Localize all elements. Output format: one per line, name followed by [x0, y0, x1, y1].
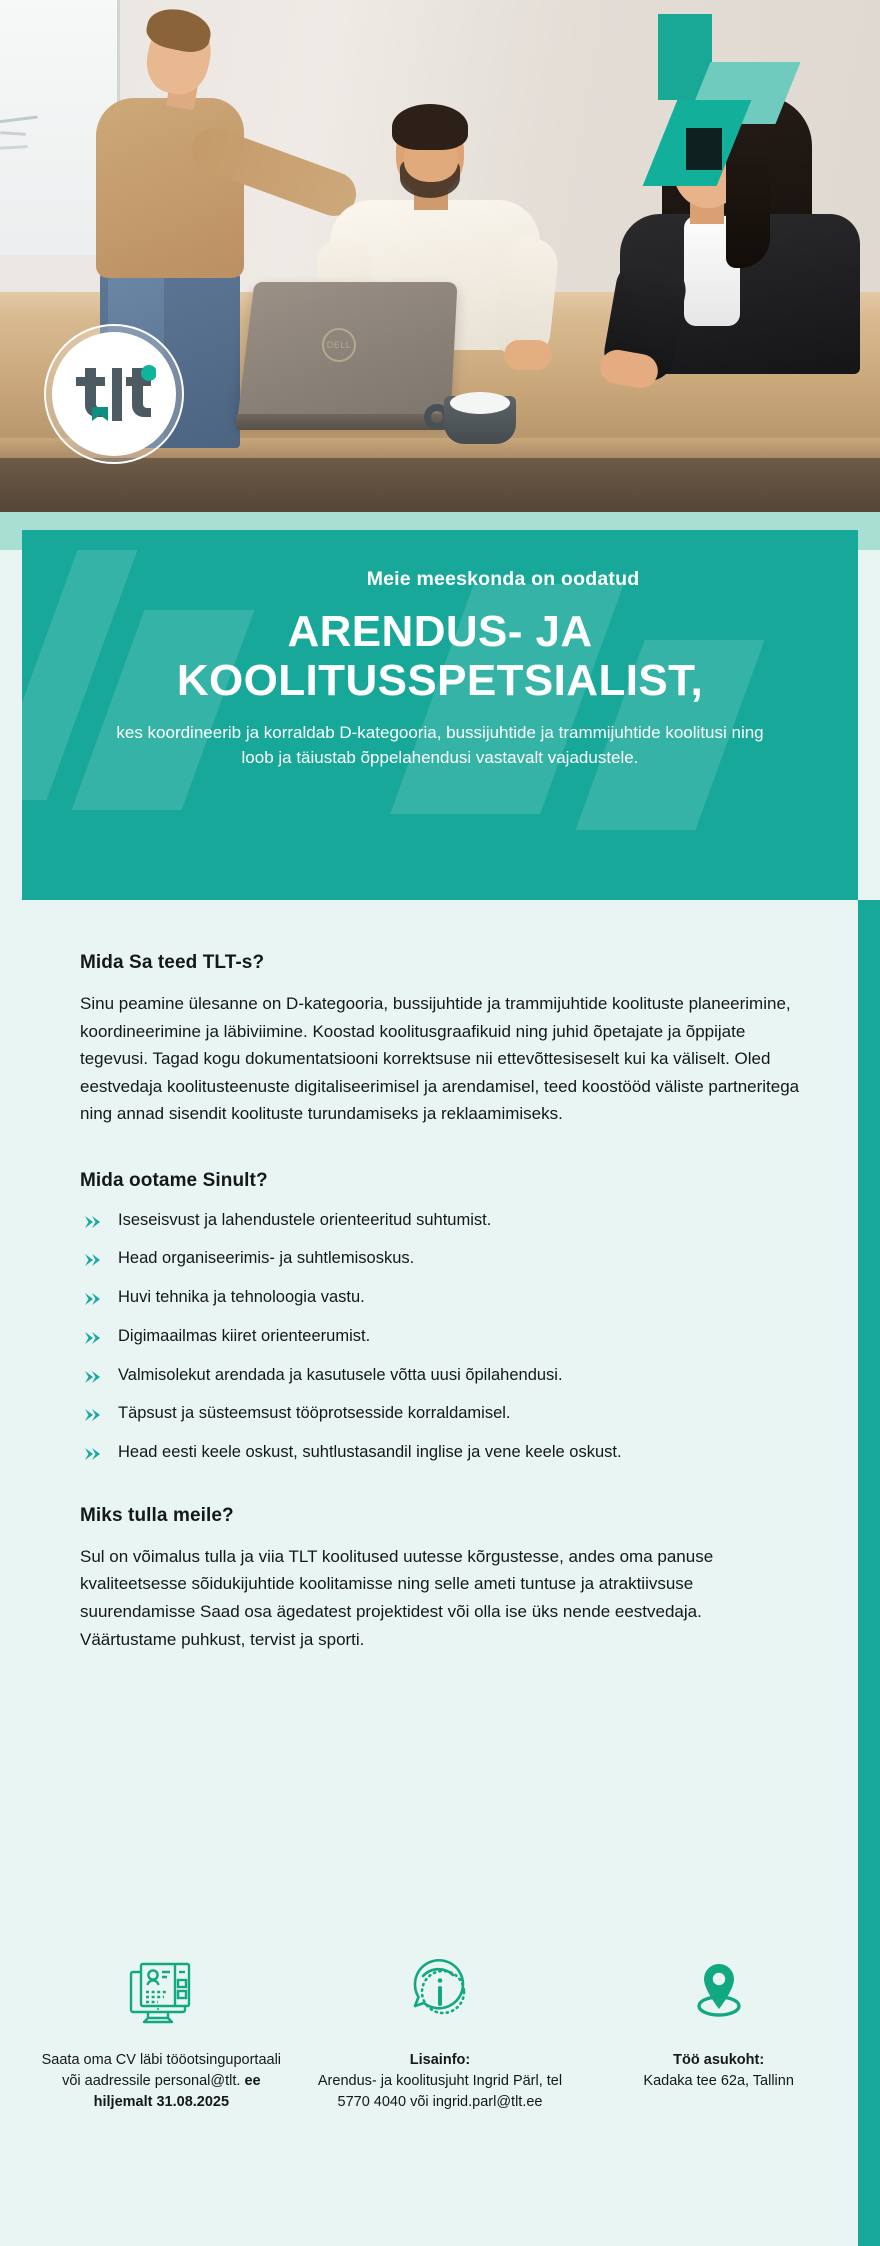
tlt-logo — [52, 332, 176, 456]
list-item — [84, 1401, 800, 1426]
contact-footer — [22, 1950, 858, 2113]
contact-info-body: Arendus- ja koolitusjuht Ingrid Pärl, tel 5770 4040 või ingrid.parl@tlt.ee — [317, 2073, 563, 2111]
banner-description: kes koordineerib ja korraldab D-kategooria, bussijuhtide ja trammijuhtide koolitusi ning loob ja täiustab õppelahendusi vastavalt vajadustele. — [116, 722, 764, 767]
list-item — [84, 1246, 800, 1271]
cv-monitor-icon — [36, 1950, 287, 2036]
contact-location-title: Töö asukoht: — [673, 2052, 765, 2068]
chevron-right-icon — [84, 1212, 102, 1226]
contact-location-body: Kadaka tee 62a, Tallinn — [643, 2073, 794, 2090]
job-title-banner — [22, 530, 858, 900]
list-item — [84, 1285, 800, 1310]
contact-apply — [22, 1950, 301, 2113]
requirements-list — [84, 1208, 800, 1465]
contact-apply-body: Saata oma CV läbi tööotsinguportaali või aadressile personal@tlt. — [41, 2052, 282, 2090]
section-paragraph-benefits: Sul on võimalus tulla ja viia TLT koolitused uutesse kõrgustesse, andes oma panuse kvaliteetsesse sõidukijuhtide koolitamisse ning selle ameti tuntuse ja atraktiivsuse suurendamisse Saad osa ägedatest projektidest või olla ise üks nende eestvedaja. Väärtustame puhkust, tervist ja sporti. — [80, 1546, 714, 1649]
chevron-right-icon — [84, 1405, 102, 1419]
chevron-right-icon — [84, 1289, 102, 1303]
tlt-logo-icon — [72, 363, 156, 425]
decorative-arrow-graphic — [668, 0, 808, 180]
banner-eyebrow: Meie meeskonda on oodatud — [366, 568, 640, 590]
list-item — [84, 1208, 800, 1233]
laptop-brand-logo: DELL — [322, 328, 356, 362]
chevron-right-icon — [84, 1367, 102, 1381]
chevron-right-icon — [84, 1250, 102, 1264]
info-bubble-icon — [315, 1950, 566, 2036]
list-item-label: Täpsust ja süsteemsust tööprotsesside korraldamisel. — [118, 1404, 511, 1423]
list-item — [84, 1324, 800, 1349]
contact-info-title: Lisainfo: — [409, 2052, 471, 2068]
location-pin-icon — [593, 1950, 844, 2036]
list-item-label: Digimaailmas kiiret orienteerumist. — [118, 1326, 371, 1345]
contact-info-text — [315, 2050, 566, 2113]
list-item-label: Head eesti keele oskust, suhtlustasandil inglise ja vene keele oskust. — [118, 1443, 622, 1462]
contact-info — [301, 1950, 580, 2113]
contact-apply-text — [36, 2050, 287, 2113]
chevron-right-icon — [84, 1444, 102, 1458]
list-item-label: Huvi tehnika ja tehnoloogia vastu. — [118, 1288, 365, 1307]
page-title: ARENDUS- JA KOOLITUSSPETSIALIST, — [176, 607, 704, 706]
list-item — [84, 1363, 800, 1388]
list-item-label: Iseseisvust ja lahendustele orienteeritud suhtumist. — [118, 1210, 492, 1229]
section-heading-requirements: Mida ootame Sinult? — [80, 1169, 268, 1191]
contact-location-text — [593, 2050, 844, 2092]
section-heading-duties: Mida Sa teed TLT-s? — [80, 952, 265, 973]
right-accent-bar — [858, 900, 880, 2246]
contact-location — [579, 1950, 858, 2113]
left-margin-bar — [0, 900, 22, 2246]
section-heading-benefits: Miks tulla meile? — [80, 1504, 234, 1526]
contact-apply-deadline: ee hiljemalt 31.08.2025 — [93, 2073, 261, 2111]
list-item-label: Head organiseerimis- ja suhtlemisoskus. — [118, 1249, 415, 1268]
footer-fill — [22, 2180, 858, 2246]
list-item-label: Valmisolekut arendada ja kasutusele võtta uusi õpilahendusi. — [118, 1365, 563, 1384]
person-standing-sweater — [96, 98, 244, 278]
list-item — [84, 1440, 800, 1465]
chevron-right-icon — [84, 1328, 102, 1342]
section-paragraph-duties: Sinu peamine ülesanne on D-kategooria, bussijuhtide ja trammijuhtide koolituste planeerimine, koordineerimine ja läbiviimine. Koostad koolitusgraafikuid ning juhid õpetajate ja õppijate tegevusi. Tagad kogu dokumentatsiooni korrektsuse nii ettevõttesiseselt kui ka väliselt. Oled eestvedaja koolitusteenuste digitaliseerimisel ja arendamisel, teed koostööd väliste partneritega ning annad sisendit koolituste turundamiseks ja reklaamimiseks. — [80, 994, 800, 1124]
